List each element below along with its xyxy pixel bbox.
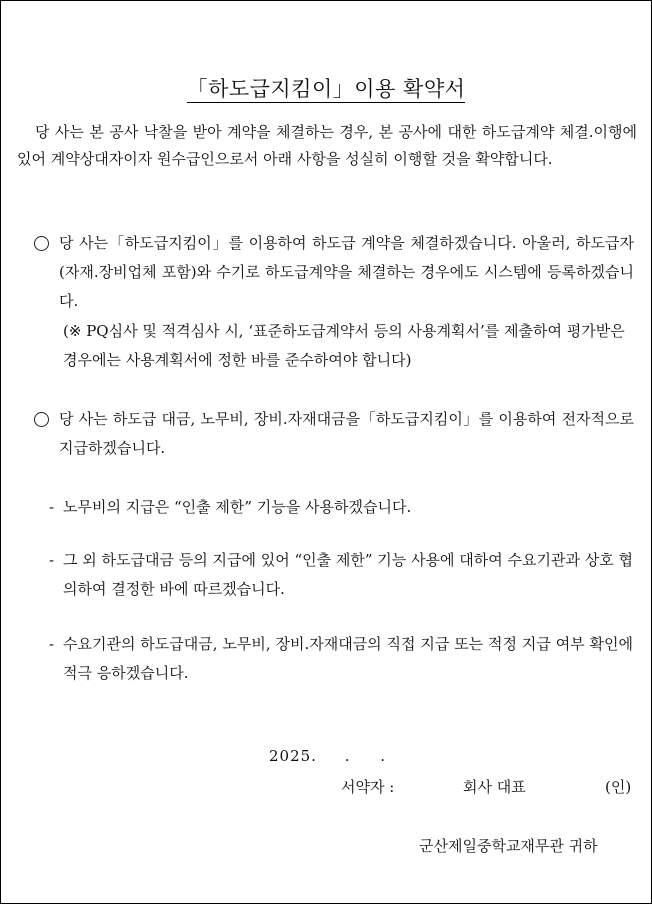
signing-date xyxy=(269,747,386,765)
date-month-day: . . xyxy=(344,747,387,765)
signer-company-representative: 회사 대표 xyxy=(463,778,526,796)
dash-marker: - xyxy=(49,498,55,516)
recipient: 군산제일중학교재무관 귀하 xyxy=(419,837,598,855)
dash-marker: - xyxy=(49,635,55,653)
title-text: 「하도급지킴이」이용 확약서 xyxy=(186,77,466,101)
payment-detail-3 xyxy=(49,630,633,688)
payment-detail-3-text: 수요기관의 하도급대금, 노무비, 장비.자재대금의 직접 지급 또는 적정 지급 여부 확인에 적극 응하겠습니다. xyxy=(63,635,633,682)
commitment-item-1-text: 당 사는「하도급지킴이」를 이용하여 하도급 계약을 체결하겠습니다. 아울러, 하도급자(자재.장비업체 포함)와 수기로 하도급계약을 체결하는 경우에도 시스템에 등록하겠습니다. xyxy=(59,234,634,310)
commitment-item-1-note: (※ PQ심사 및 적격심사 시, ‘표준하도급계약서 등의 사용계획서’를 제출하여 평가받은 경우에는 사용계획서에 정한 바를 준수하여야 합니다) xyxy=(63,322,625,369)
payment-detail-2-text: 그 외 하도급대금 등의 지급에 있어 “인출 제한” 기능 사용에 대하여 수요기관과 상호 협의하여 결정한 바에 따르겠습니다. xyxy=(63,551,633,598)
date-year: 2025. xyxy=(269,747,317,765)
circle-bullet-icon xyxy=(34,236,49,251)
commitment-item-2-text: 당 사는 하도급 대금, 노무비, 장비.자재대금을「하도급지킴이」를 이용하여 전자적으로 지급하겠습니다. xyxy=(59,410,634,457)
seal-mark: (인) xyxy=(605,778,632,796)
intro-paragraph: 당 사는 본 공사 낙찰을 받아 계약을 체결하는 경우, 본 공사에 대한 하도급계약 체결.이행에 있어 계약상대자이자 원수급인으로서 아래 사항을 성실히 이행할 것을 확약합니다. xyxy=(17,123,637,168)
commitment-item-1 xyxy=(34,229,634,316)
payment-detail-1-text: 노무비의 지급은 “인출 제한” 기능을 사용하겠습니다. xyxy=(63,498,412,516)
commitment-item-2 xyxy=(34,405,634,463)
payment-detail-1 xyxy=(49,493,633,522)
circle-bullet-icon xyxy=(34,412,49,427)
dash-marker: - xyxy=(49,551,55,569)
document-title xyxy=(1,73,651,103)
signer-label: 서약자 : xyxy=(341,778,395,796)
payment-detail-2 xyxy=(49,546,633,604)
